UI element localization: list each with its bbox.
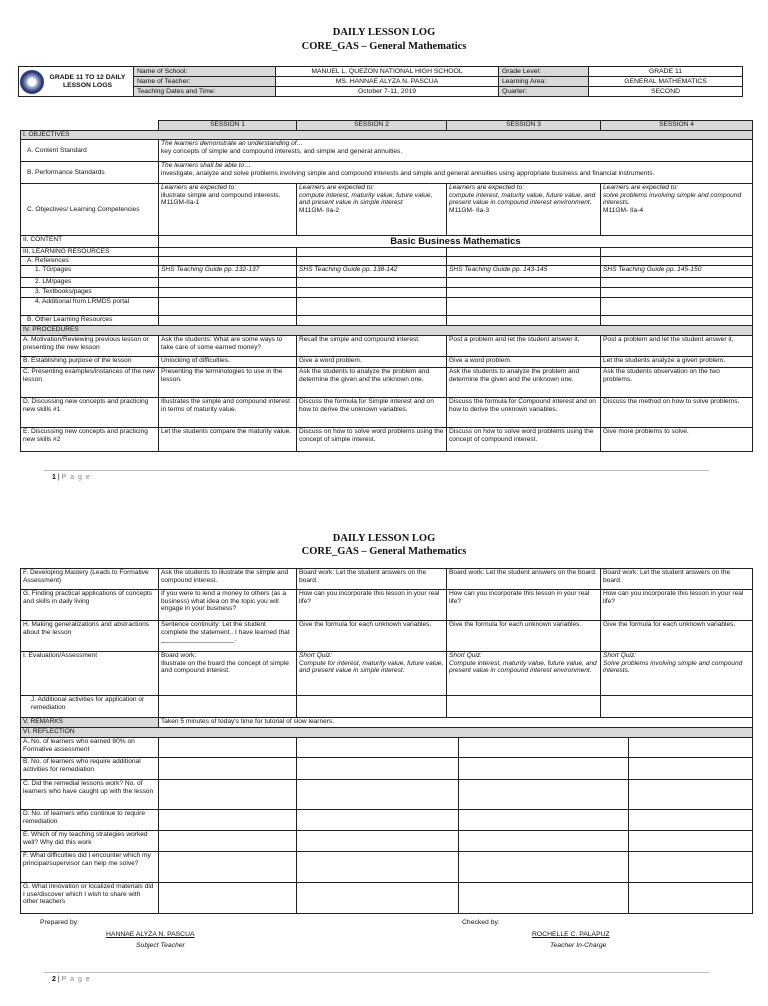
- page1-footer-divider: [44, 470, 709, 471]
- procedure-a-session-2: Recall the simple and compound interest.: [297, 336, 447, 357]
- prepared-by-role: Subject Teacher: [136, 942, 185, 949]
- content-value: Basic Business Mathematics: [159, 236, 753, 248]
- dates-value: October 7-11, 2019: [276, 87, 499, 97]
- checked-by-name: ROCHELLE C. PALAPUZ: [532, 931, 610, 938]
- procedure-a-session-3: Post a problem and let the student answer it.: [447, 336, 601, 357]
- content-standard-value: [159, 140, 753, 162]
- procedure-g-session-4: How can you incorporate this lesson in your real life?: [601, 590, 753, 621]
- procedures-heading: IV. PROCEDURES: [21, 326, 753, 336]
- session-1-header: SESSION 1: [159, 121, 297, 131]
- lm-pages-label: 2. LM/pages: [21, 278, 159, 288]
- procedure-e-session-3: Discuss on how to solve word problems using the concept of compound interest.: [447, 428, 601, 452]
- reflection-a-label: A. No. of learners who earned 80% on Formative assessment: [21, 738, 159, 758]
- additional-lrmds-label: 4. Additional from LRMDS portal: [21, 298, 159, 316]
- quarter-value: SECOND: [589, 87, 743, 97]
- procedure-i-label: I. Evaluation/Assessment: [21, 652, 159, 696]
- procedure-i-session-1: Board work: Illustrate on the board the concept of simple and compound interest.: [159, 652, 297, 696]
- dates-label: Teaching Dates and Time:: [134, 87, 276, 97]
- objective-code: M11GM-IIa-1: [161, 199, 200, 207]
- other-resources-label: B. Other Learning Resources: [21, 316, 159, 326]
- content-label: II. CONTENT: [21, 236, 159, 248]
- session-3-header: SESSION 3: [447, 121, 601, 131]
- tg-pages-label: 1. TG/pages: [21, 266, 159, 278]
- tg-session-4: SHS Teaching Guide pp. 145-150: [601, 266, 753, 278]
- objective-text: solve problems involving simple and compound interests.: [603, 191, 742, 207]
- procedure-c-session-3: Ask the students to analyze the problem and determine the given and the unknown one.: [447, 368, 601, 398]
- objective-code: M11GM- IIa-2: [299, 206, 340, 214]
- procedure-h-label: H. Making generalizations and abstractions about the lesson: [21, 621, 159, 652]
- checked-by-role: Teacher In-Charge: [550, 942, 607, 949]
- objective-session-3: [447, 184, 601, 236]
- lesson-table-page2: [20, 568, 753, 738]
- reflection-e-label: E. Which of my teaching strategies worked well? Why did this work: [21, 831, 159, 852]
- procedure-i-session-3: Short Quiz: Compute interest, maturity value, future value, and present value in compound interest environment.: [447, 652, 601, 696]
- learning-resources-label: III. LEARNING RESOURCES: [21, 248, 159, 257]
- page2-footer-divider: [44, 972, 709, 973]
- procedure-c-session-4: Ask the students observation on the two problems.: [601, 368, 753, 398]
- objective-session-1: [159, 184, 297, 236]
- procedure-a-session-4: Post a problem and let the student answer it.: [601, 336, 753, 357]
- page2-title: DAILY LESSON LOG: [332, 533, 436, 544]
- grade-value: GRADE 11: [589, 67, 743, 77]
- objective-text: illustrate simple and compound interests.: [161, 191, 281, 199]
- page2-subtitle: CORE_GAS – General Mathematics: [301, 546, 467, 557]
- procedure-i-session-2: Short Quiz: Compute for interest, maturity value, future value, and present value in simple interest.: [297, 652, 447, 696]
- performance-standard-label: B. Performance Standards: [21, 162, 159, 184]
- procedure-h-session-4: Give the formula for each unknown variables.: [601, 621, 753, 652]
- tg-session-1: SHS Teaching Guide pp. 132-137: [159, 266, 297, 278]
- teacher-label: Name of Teacher:: [134, 77, 276, 87]
- procedure-h-session-2: Give the formula for each unknown variables.: [297, 621, 447, 652]
- procedure-h-session-3: Give the formula for each unknown variables.: [447, 621, 601, 652]
- school-value: MANUEL L. QUEZON NATIONAL HIGH SCHOOL: [276, 67, 499, 77]
- objective-session-4: [601, 184, 753, 236]
- grade-label: Grade Level:: [499, 67, 589, 77]
- reflection-b-label: B. No. of learners who require additional activities for remediation: [21, 758, 159, 780]
- teacher-value: MS. HANNAE ALYZA N. PASCUA: [276, 77, 499, 87]
- procedure-f-label: F. Developing Mastery (Leads to Formative Assessment): [21, 569, 159, 590]
- procedure-a-label: A. Motivation/Reviewing previous lesson or presenting the new lesson: [21, 336, 159, 357]
- objective-lead: Learners are expected to:: [299, 184, 375, 191]
- procedure-f-session-2: Board work: Let the student answers on the board.: [297, 569, 447, 590]
- page1-number-value: 1: [52, 474, 56, 481]
- procedure-b-session-1: Unlocking of difficulties.: [159, 357, 297, 368]
- page2-number-value: 2: [52, 976, 56, 983]
- reflection-heading: VI. REFLECTION: [21, 728, 753, 738]
- tg-session-3: SHS Teaching Guide pp. 143-145: [447, 266, 601, 278]
- procedure-a-session-1: Ask the students: What are some ways to take care of some earned money?: [159, 336, 297, 357]
- procedure-i-session-4: Short Quiz: Solve problems involving simple and compound interests.: [601, 652, 753, 696]
- procedure-d-session-3: Discuss the formula for Compound interest and on how to derive the unknown variables.: [447, 398, 601, 428]
- content-standard-lead: The learners demonstrate an understanding of…: [161, 140, 304, 147]
- procedure-g-session-3: How can you incorporate this lesson in your real life?: [447, 590, 601, 621]
- reflection-d-label: D. No. of learners who continue to require remediation: [21, 810, 159, 831]
- header-table: [18, 66, 743, 97]
- procedure-e-session-2: Discuss on how to solve word problems using the concept of simple interest.: [297, 428, 447, 452]
- reflection-table: [20, 737, 753, 914]
- page2-number: 2 | P a g e: [52, 976, 91, 983]
- checked-by-label: Checked by:: [462, 919, 500, 926]
- school-label: Name of School:: [134, 67, 276, 77]
- page1-page-word: P a g e: [61, 474, 91, 481]
- objective-lead: Learners are expected to:: [449, 184, 525, 191]
- objective-lead: Learners are expected to:: [161, 184, 237, 191]
- procedure-c-label: C. Presenting examples/instances of the new lesson: [21, 368, 159, 398]
- procedure-g-session-1: If you were to lend a money to others (as a business) what idea on the topic you will engage in your business?: [159, 590, 297, 621]
- performance-standard-value: [159, 162, 753, 184]
- tg-session-2: SHS Teaching Guide pp. 138-142: [297, 266, 447, 278]
- objective-text: compute interest, maturity value, future value, and present value in compound interest environment.: [449, 191, 596, 207]
- textbooks-label: 3. Textbooks/pages: [21, 288, 159, 298]
- remarks-value: Taken 5 minutes of today's time for tutorial of slow learners.: [159, 718, 753, 728]
- procedure-b-session-2: Give a word problem.: [297, 357, 447, 368]
- procedure-j-label: J. Additional activities for application or remediation: [21, 696, 159, 718]
- remarks-label: V. REMARKS: [21, 718, 159, 728]
- reflection-c-label: C. Did the remedial lessons work? No. of learners who have caught up with the lesson: [21, 780, 159, 810]
- procedure-b-label: B. Establishing purpose of the lesson: [21, 357, 159, 368]
- prepared-by-name: HANNAE ALYZA N. PASCUA: [106, 931, 195, 938]
- page2-page-word: P a g e: [61, 976, 91, 983]
- objectives-heading: I. OBJECTIVES: [21, 131, 753, 140]
- procedure-d-session-4: Discuss the method on how to solve problems.: [601, 398, 753, 428]
- procedure-c-session-2: Ask the students to analyze the problem and determine the given and the unknown one.: [297, 368, 447, 398]
- procedure-f-session-3: Board work: Let the student answers on the board.: [447, 569, 601, 590]
- procedure-e-label: E. Discussing new concepts and practicing new skills #2: [21, 428, 159, 452]
- reflection-f-label: F. What difficulties did I encounter which my principal/supervisor can help me solve?: [21, 852, 159, 883]
- procedure-f-session-4: Board work: Let the student answers on the board.: [601, 569, 753, 590]
- procedure-d-label: D. Discussing new concepts and practicing new skills #1: [21, 398, 159, 428]
- logo-label: GRADE 11 TO 12 DAILY LESSON LOGS: [19, 67, 134, 97]
- reflection-g-label: G. What innovation or localized materials did I use/discover which I wish to share with other teachers: [21, 883, 159, 914]
- objective-code: M11GM- IIa-4: [603, 206, 644, 214]
- objectives-competencies-label: C. Objectives/ Learning Competencies: [21, 184, 159, 236]
- page1-number: 1 | P a g e: [52, 474, 91, 481]
- content-standard-text: key concepts of simple and compound interests, and simple and general annuities.: [161, 147, 403, 155]
- objective-lead: Learners are expected to:: [603, 184, 679, 191]
- procedure-f-session-1: Ask the students to illustrate the simple and compound interest.: [159, 569, 297, 590]
- procedure-e-session-4: Give more problems to solve.: [601, 428, 753, 452]
- procedure-g-session-2: How can you incorporate this lesson in your real life?: [297, 590, 447, 621]
- procedure-h-session-1: Sentence continuity: Let the student complete the statement.. I have learned that ____________________.: [159, 621, 297, 652]
- prepared-by-label: Prepared by:: [40, 919, 79, 926]
- performance-standard-lead: The learners shall be able to…: [161, 162, 251, 169]
- session-2-header: SESSION 2: [297, 121, 447, 131]
- objective-session-2: [297, 184, 447, 236]
- area-value: GENERAL MATHEMATICS: [589, 77, 743, 87]
- procedure-c-session-1: Presenting the terminologies to use in the lesson.: [159, 368, 297, 398]
- procedure-d-session-1: Illustrates the simple and compound interest in terms of maturity value.: [159, 398, 297, 428]
- quarter-label: Quarter:: [499, 87, 589, 97]
- area-label: Learning Area:: [499, 77, 589, 87]
- procedure-b-session-3: Give a word problem.: [447, 357, 601, 368]
- performance-standard-text: investigate, analyze and solve problems involving simple and compound interests and simple and general annuities using appropriate business and financial instruments.: [161, 169, 655, 177]
- session-4-header: SESSION 4: [601, 121, 753, 131]
- procedure-e-session-1: Let the students compare the maturity value.: [159, 428, 297, 452]
- objective-code: M11GM- IIa-3: [449, 206, 490, 214]
- page1-subtitle: CORE_GAS – General Mathematics: [301, 41, 467, 52]
- content-standard-label: A. Content Standard: [21, 140, 159, 162]
- lesson-table-page1: [20, 120, 753, 452]
- procedure-g-label: G. Finding practical applications of concepts and skills in daily living: [21, 590, 159, 621]
- objective-text: compute interest, maturity value, future value, and present value in simple interest: [299, 191, 433, 207]
- procedure-d-session-2: Discuss the formula for Simple interest and on how to derive the unknown variables.: [297, 398, 447, 428]
- procedure-b-session-4: Let the students analyze a given problem.: [601, 357, 753, 368]
- references-label: A. References: [21, 257, 159, 266]
- page1-title: DAILY LESSON LOG: [332, 27, 436, 38]
